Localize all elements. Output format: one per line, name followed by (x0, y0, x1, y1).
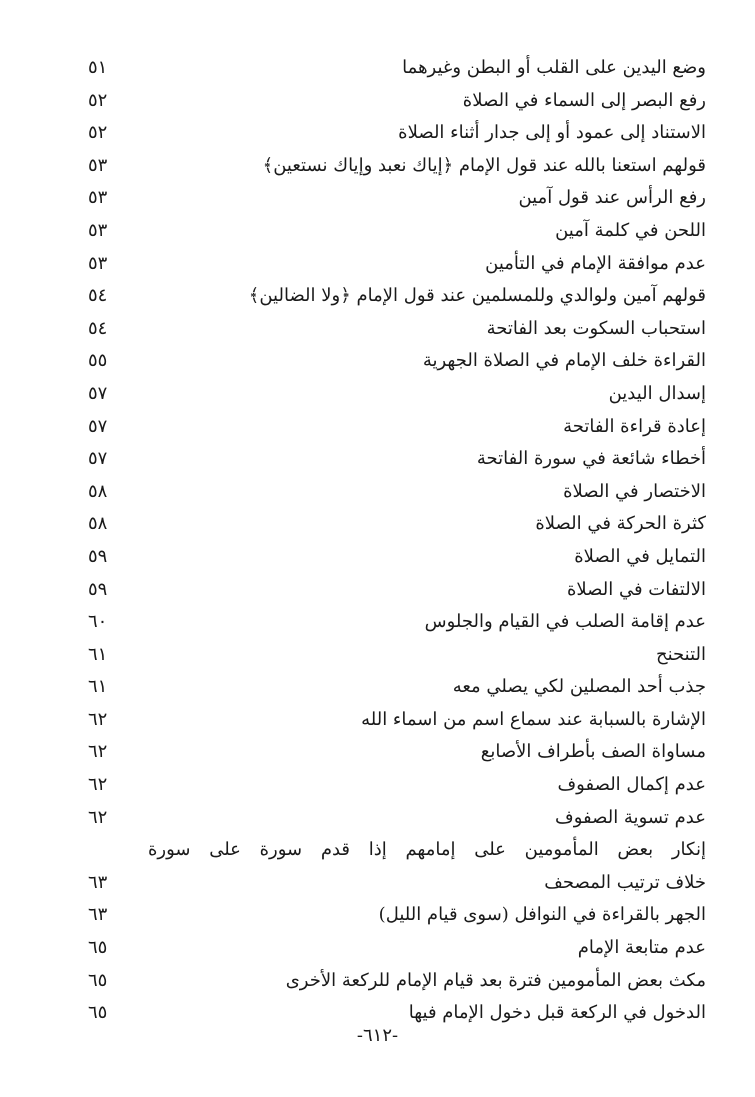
toc-entry (88, 280, 706, 313)
toc-entry-page: ٥٤ (88, 285, 108, 307)
toc-entry-title: الاختصار في الصلاة (563, 480, 706, 502)
toc-entry-page: ٥٨ (88, 480, 108, 502)
toc-entry (88, 508, 706, 541)
toc-entry-page: ٥٢ (88, 89, 108, 111)
toc-entry-page: ٥٣ (88, 219, 108, 241)
toc-entry (88, 965, 706, 998)
toc-entry-page: ٥٨ (88, 513, 108, 535)
toc-entry (88, 150, 706, 183)
toc-entry (88, 378, 706, 411)
toc-entry-title: رفع البصر إلى السماء في الصلاة (462, 89, 706, 111)
toc-entry-page: ٦٥ (88, 969, 108, 991)
toc-entry-title: التمايل في الصلاة (574, 545, 706, 567)
toc-entry-page: ٥١ (88, 57, 108, 78)
toc-entry-title: الالتفات في الصلاة (566, 578, 706, 600)
toc-entry (88, 867, 706, 900)
toc-entry (88, 182, 706, 215)
toc-entry-title: كثرة الحركة في الصلاة (535, 513, 706, 535)
toc-entry (88, 704, 706, 737)
toc-entry (88, 671, 706, 704)
toc-entry-page: ٥٩ (88, 578, 108, 600)
toc-entry (88, 834, 706, 867)
toc-entry (88, 248, 706, 281)
toc-entry-page: ٦٣ (88, 871, 108, 893)
toc-entry-title: مكث بعض المأمومين فترة بعد قيام الإمام للركعة الأخرى (285, 969, 706, 991)
toc-entry-title: عدم إقامة الصلب في القيام والجلوس (424, 611, 706, 633)
toc-entry-page: ٦٣ (88, 904, 108, 926)
toc-entry-page: ٥٣ (88, 187, 108, 209)
toc-entry (88, 736, 706, 769)
toc-entry (88, 899, 706, 932)
toc-entry-page: ٥٧ (88, 448, 108, 470)
toc-entry (88, 313, 706, 346)
toc-entry (88, 215, 706, 248)
toc-entry-page: ٦٢ (88, 708, 108, 730)
toc-entry (88, 606, 706, 639)
toc-entry-title: قولهم آمين ولوالدي وللمسلمين عند قول الإمام ﴿ولا الضالين﴾ (248, 285, 706, 307)
toc-entry-page: ٦٢ (88, 774, 108, 796)
toc-entry-title: جذب أحد المصلين لكي يصلي معه (452, 676, 706, 698)
toc-entry (88, 52, 706, 85)
toc-entry-title: قولهم استعنا بالله عند قول الإمام ﴿إياك نعبد وإياك نستعين﴾ (262, 154, 706, 176)
toc-entry-title: أخطاء شائعة في سورة الفاتحة (476, 448, 706, 470)
toc-entry-title: الجهر بالقراءة في النوافل (سوى قيام الليل) (378, 904, 706, 926)
toc-entry (88, 411, 706, 444)
toc-entry (88, 345, 706, 378)
toc-entry (88, 639, 706, 672)
toc-entry-title: خلاف ترتيب المصحف (544, 871, 706, 893)
toc-entry-title: إعادة قراءة الفاتحة (563, 415, 706, 437)
toc-entry-title: الدخول في الركعة قبل دخول الإمام فيها (408, 1002, 706, 1024)
toc-entry-title: استحباب السكوت بعد الفاتحة (486, 317, 706, 339)
toc-entry (88, 932, 706, 965)
toc-entry-title: القراءة خلف الإمام في الصلاة الجهرية (422, 350, 706, 372)
toc-entry-title: التنحنح (655, 643, 706, 665)
toc-entry-page: ٥٤ (88, 317, 108, 339)
toc-entry-page: ٦١ (88, 643, 108, 665)
toc-entry-page: ٦١ (88, 676, 108, 698)
toc-entry-title: إسدال اليدين (608, 382, 706, 404)
toc-entry-page: ٥٥ (88, 350, 108, 372)
toc-entry-title: عدم إكمال الصفوف (557, 774, 706, 796)
toc-entry-page: ٥٩ (88, 545, 108, 567)
toc-entry-page: ٦٥ (88, 937, 108, 959)
toc-entry-page: ٦٢ (88, 806, 108, 828)
toc-entry-title: وضع اليدين على القلب أو البطن وغيرهما (402, 57, 706, 78)
toc-entry (88, 117, 706, 150)
page-number: -٦١٢- (356, 1025, 399, 1046)
toc-entry-page: ٥٣ (88, 252, 108, 274)
toc-entry-page: ٦٢ (88, 741, 108, 763)
toc-entry-title: الإشارة بالسبابة عند سماع اسم من اسماء الله (361, 708, 706, 730)
toc-entry-title: إنكار بعض المأمومين على إمامهم إذا قدم سورة على سورة (148, 839, 706, 861)
toc-entry (88, 802, 706, 835)
toc-entry (88, 476, 706, 509)
toc-entry-page: ٥٢ (88, 122, 108, 144)
toc-entry-title: رفع الرأس عند قول آمين (518, 187, 706, 209)
toc-entry-page: ٦٠ (88, 611, 108, 633)
toc-entry (88, 769, 706, 802)
toc-entry-title: مساواة الصف بأطراف الأصابع (480, 741, 706, 763)
toc-entry-page: ٥٣ (88, 154, 108, 176)
toc-entry-page: ٦٥ (88, 1002, 108, 1024)
toc-entry-title: عدم موافقة الإمام في التأمين (485, 252, 706, 274)
toc-entry-title: اللحن في كلمة آمين (555, 219, 706, 241)
toc-entry (88, 85, 706, 118)
toc-entry (88, 541, 706, 574)
table-of-contents (88, 52, 706, 1030)
toc-entry-title: عدم متابعة الإمام (577, 937, 706, 959)
toc-entry-page: ٥٧ (88, 415, 108, 437)
toc-entry-page: ٥٧ (88, 382, 108, 404)
toc-entry-title: عدم تسوية الصفوف (555, 806, 706, 828)
toc-entry (88, 443, 706, 476)
toc-entry (88, 574, 706, 607)
toc-entry-title: الاستناد إلى عمود أو إلى جدار أثناء الصلاة (398, 122, 706, 144)
